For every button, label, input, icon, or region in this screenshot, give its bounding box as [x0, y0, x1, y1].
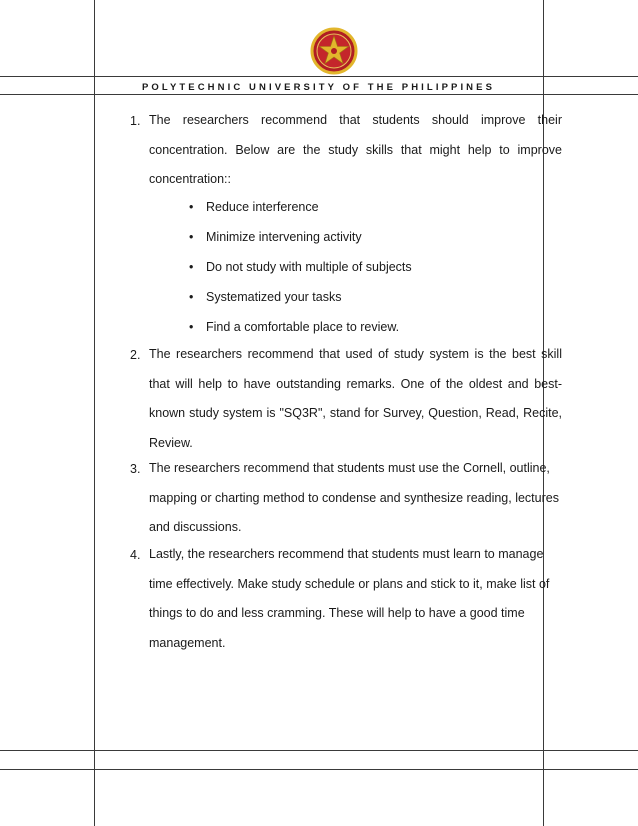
bullet-marker: • — [189, 200, 194, 214]
bullet-item: Find a comfortable place to review. — [206, 320, 400, 334]
university-seal-icon — [310, 27, 358, 75]
bullet-marker: • — [189, 260, 194, 274]
item-1-number: 1. — [130, 114, 141, 128]
header-bottom-rule — [0, 94, 638, 95]
item-2-text: The researchers recommend that used of study system is the best skill that will help to have outstanding remarks. One of the oldest and best-known study system is "SQ3R", stand for Survey, Question, Read, Recite, Review. — [149, 347, 562, 450]
item-4-number: 4. — [130, 548, 141, 562]
item-3-number: 3. — [130, 462, 141, 476]
header-top-rule — [0, 76, 638, 77]
header-institution-name: POLYTECHNIC UNIVERSITY OF THE PHILIPPINES — [141, 82, 496, 93]
item-2-number: 2. — [130, 348, 141, 362]
item-4-text: Lastly, the researchers recommend that students must learn to manage time effectively. Make study schedule or plans and stick to it, make list of things to do and less cramming. These will help to have a good time management. — [149, 547, 550, 650]
footer-top-rule — [0, 750, 638, 751]
footer-bottom-rule — [0, 769, 638, 770]
bullet-marker: • — [189, 320, 194, 334]
bullet-item: Do not study with multiple of subjects — [206, 260, 412, 274]
left-margin-rule — [94, 0, 95, 826]
bullet-item: Reduce interference — [206, 200, 319, 214]
bullet-marker: • — [189, 230, 194, 244]
bullet-item: Minimize intervening activity — [206, 230, 362, 244]
bullet-item: Systematized your tasks — [206, 290, 342, 304]
bullet-marker: • — [189, 290, 194, 304]
item-1-text: The researchers recommend that students should improve their concentration. Below are the study skills that might help to improve concentration:: — [149, 113, 562, 186]
item-3-text: The researchers recommend that students must use the Cornell, outline, mapping or charting method to condense and synthesize reading, lectures and discussions. — [149, 461, 559, 534]
